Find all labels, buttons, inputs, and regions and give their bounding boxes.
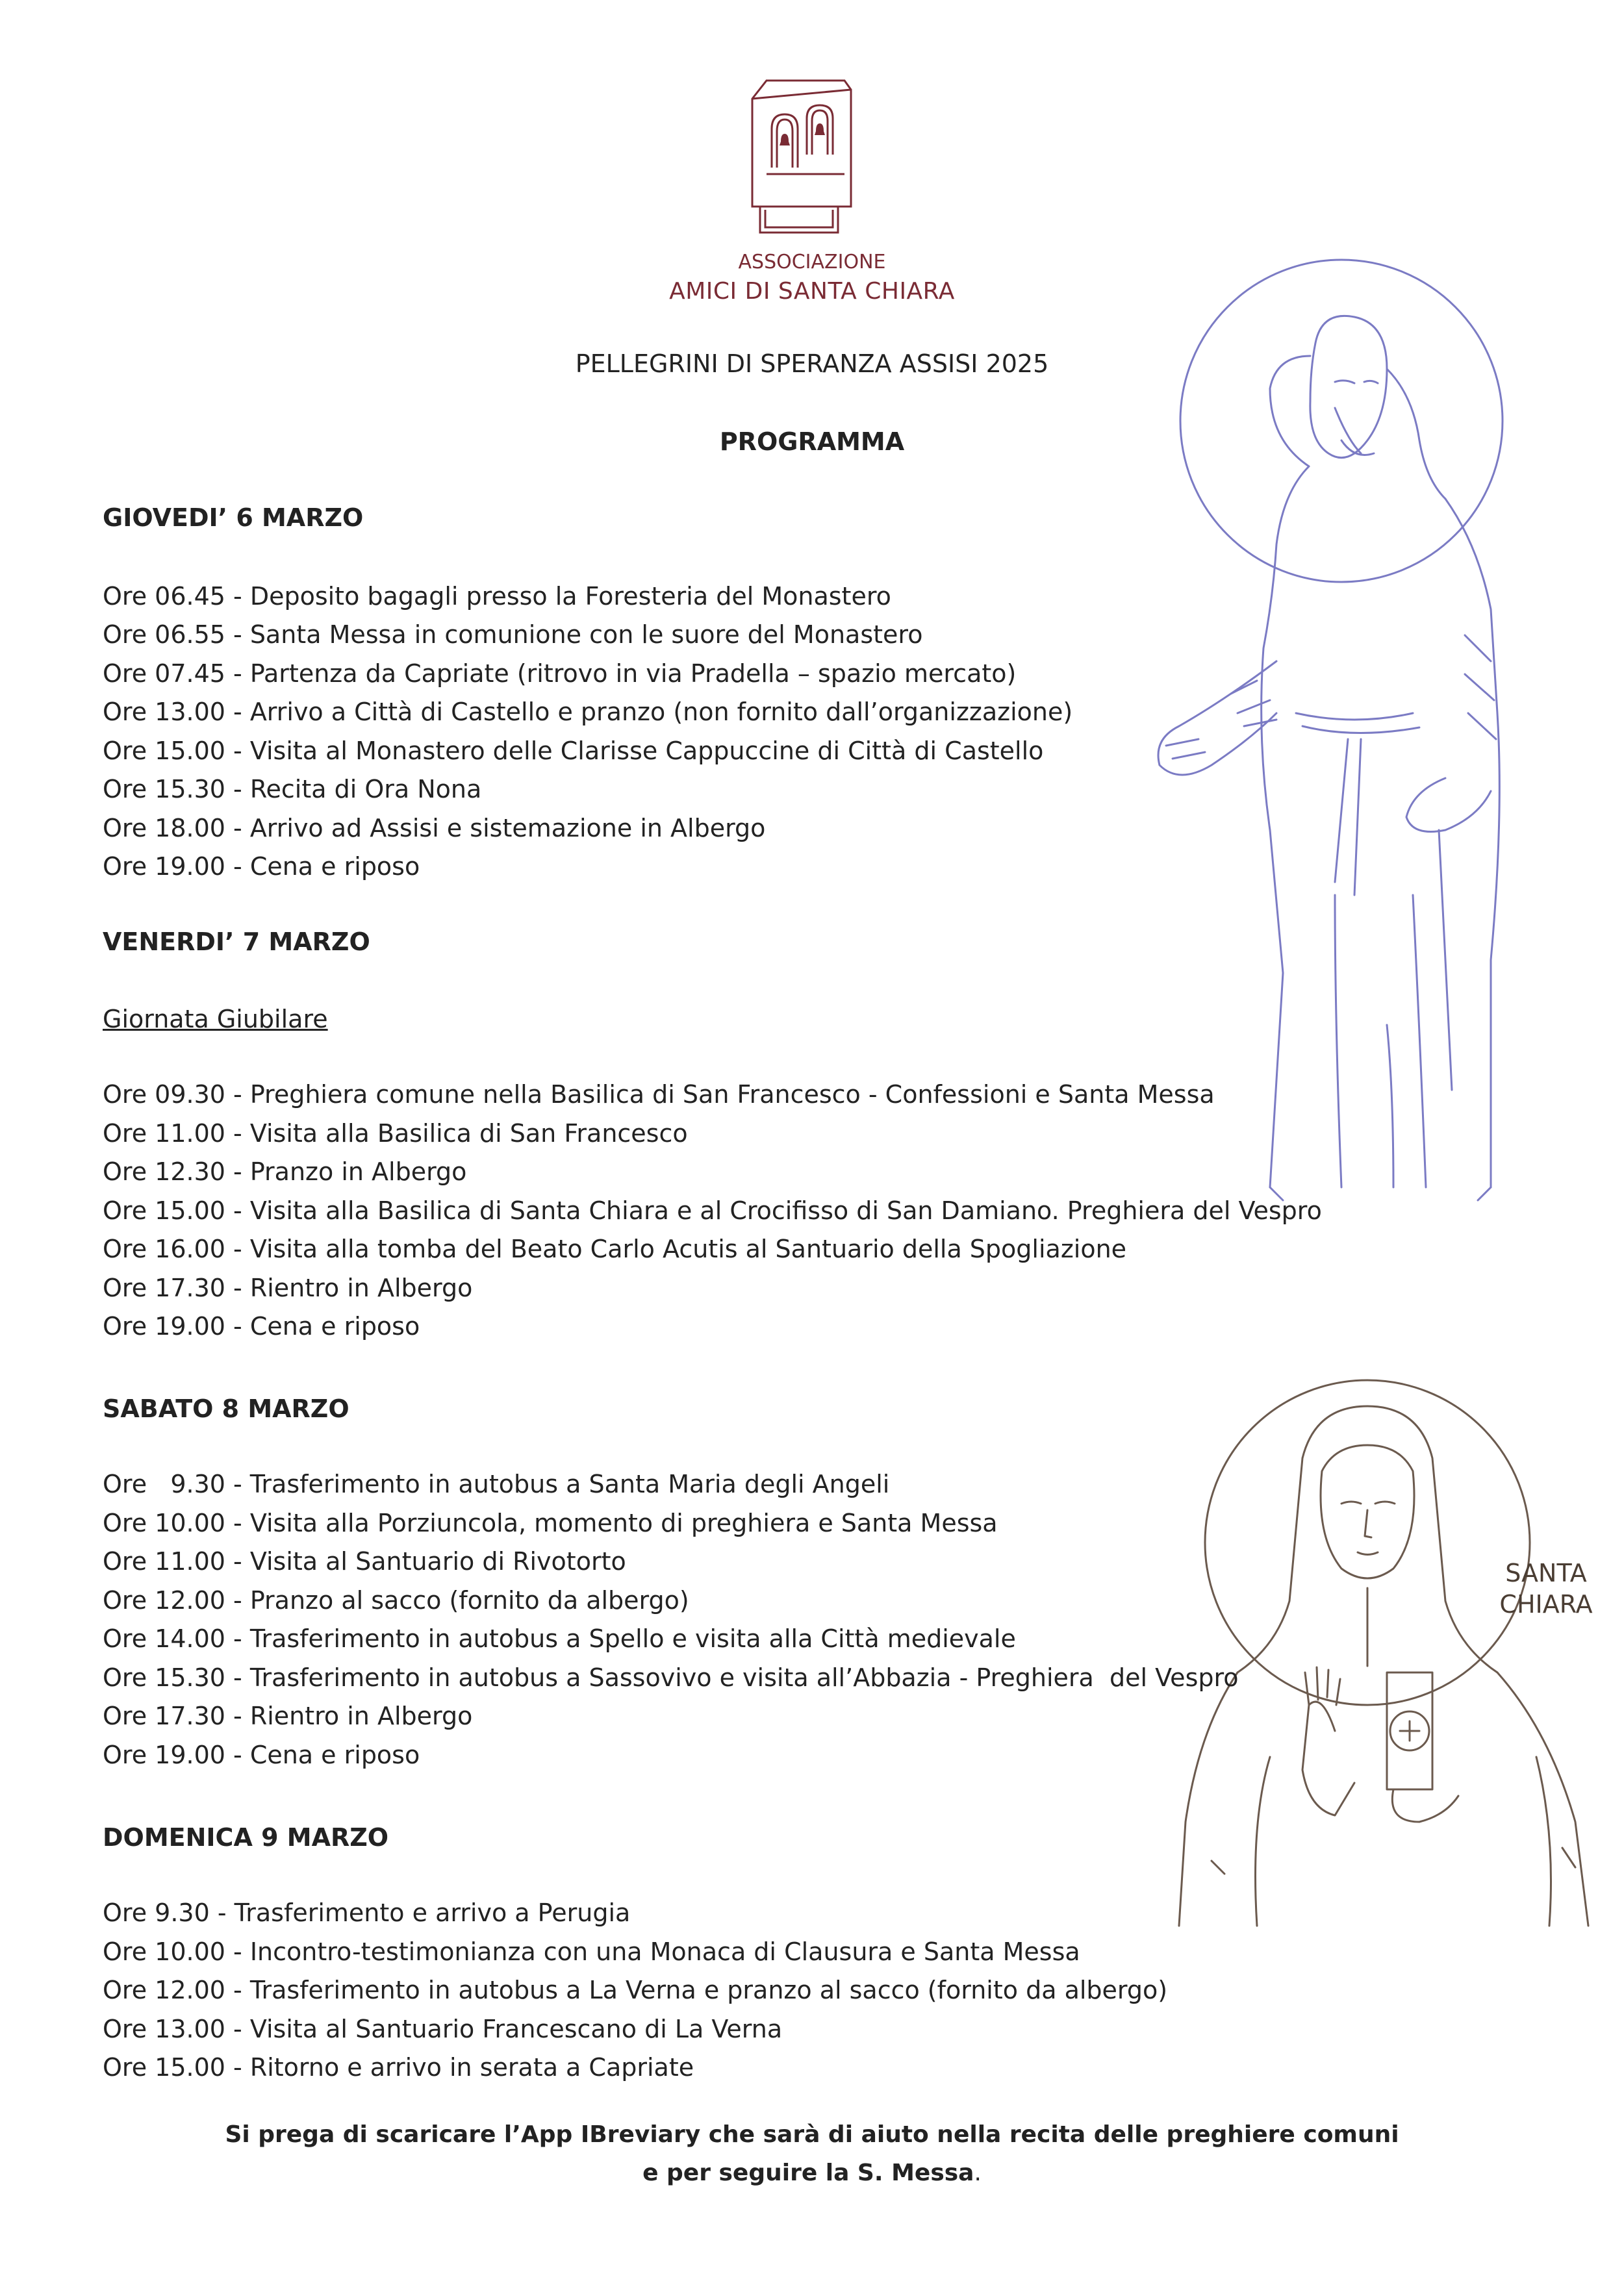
schedule-item: Ore 11.00 - Visita alla Basilica di San Francesco xyxy=(103,1119,688,1148)
schedule-item: Ore 9.30 - Trasferimento e arrivo a Perugia xyxy=(103,1899,631,1927)
schedule-item: Ore 07.45 - Partenza da Capriate (ritrovo in via Pradella – spazio mercato) xyxy=(103,659,1017,688)
schedule-item: Ore 13.00 - Arrivo a Città di Castello e pranzo (non fornito dall’organizzazione) xyxy=(103,698,1073,726)
saint-clare-illustration xyxy=(1173,1367,1621,1939)
schedule-item: Ore 19.00 - Cena e riposo xyxy=(103,852,420,881)
association-label: ASSOCIAZIONE xyxy=(738,251,886,273)
day-heading: VENERDI’ 7 MARZO xyxy=(103,927,370,956)
day-heading: GIOVEDI’ 6 MARZO xyxy=(103,503,364,532)
clare-caption-2: CHIARA xyxy=(1499,1590,1593,1619)
schedule-item: Ore 15.00 - Visita alla Basilica di Santa Chiara e al Crocifisso di San Damiano. Preghiera del Vespro xyxy=(103,1196,1322,1225)
schedule-item: Ore 06.45 - Deposito bagagli presso la Foresteria del Monastero xyxy=(103,582,891,611)
schedule-item: Ore 15.00 - Ritorno e arrivo in serata a Capriate xyxy=(103,2053,694,2082)
schedule-item: Ore 15.00 - Visita al Monastero delle Clarisse Cappuccine di Città di Castello xyxy=(103,737,1044,765)
program-heading: PROGRAMMA xyxy=(719,427,905,456)
schedule-item: Ore 06.55 - Santa Messa in comunione con le suore del Monastero xyxy=(103,620,923,649)
schedule-item: Ore 16.00 - Visita alla tomba del Beato Carlo Acutis al Santuario della Spogliazione xyxy=(103,1235,1127,1263)
schedule-item: Ore 9.30 - Trasferimento in autobus a Santa Maria degli Angeli xyxy=(103,1470,890,1498)
schedule-item: Ore 09.30 - Preghiera comune nella Basilica di San Francesco - Confessioni e Santa Messa xyxy=(103,1080,1215,1109)
day-subheading: Giornata Giubilare xyxy=(103,1005,328,1033)
schedule-item: Ore 17.30 - Rientro in Albergo xyxy=(103,1274,473,1302)
schedule-item: Ore 12.00 - Pranzo al sacco (fornito da albergo) xyxy=(103,1586,689,1615)
schedule-item: Ore 12.30 - Pranzo in Albergo xyxy=(103,1157,467,1186)
clare-caption-1: SANTA xyxy=(1505,1559,1587,1587)
schedule-item: Ore 12.00 - Trasferimento in autobus a La Verna e pranzo al sacco (fornito da albergo) xyxy=(103,1976,1168,2004)
schedule-item: Ore 19.00 - Cena e riposo xyxy=(103,1312,420,1341)
footer-note-line2 xyxy=(0,2160,1624,2186)
schedule-item: Ore 14.00 - Trasferimento in autobus a Spello e visita alla Città medievale xyxy=(103,1624,1016,1653)
schedule-item: Ore 18.00 - Arrivo ad Assisi e sistemazione in Albergo xyxy=(103,814,766,842)
association-logo xyxy=(747,77,856,242)
schedule-item: Ore 10.00 - Incontro-testimonianza con una Monaca di Clausura e Santa Messa xyxy=(103,1937,1080,1966)
schedule-item: Ore 19.00 - Cena e riposo xyxy=(103,1741,420,1769)
schedule-item: Ore 13.00 - Visita al Santuario Francescano di La Verna xyxy=(103,2015,783,2043)
schedule-item: Ore 11.00 - Visita al Santuario di Rivotorto xyxy=(103,1547,626,1576)
association-name: AMICI DI SANTA CHIARA xyxy=(669,278,955,305)
schedule-item: Ore 15.30 - Recita di Ora Nona xyxy=(103,775,482,803)
schedule-item: Ore 15.30 - Trasferimento in autobus a Sassovivo e visita all’Abbazia - Preghiera del Vespro xyxy=(103,1663,1239,1692)
footer-note-line2-end: . xyxy=(974,2160,982,2186)
day-heading: SABATO 8 MARZO xyxy=(103,1394,349,1423)
schedule-item: Ore 17.30 - Rientro in Albergo xyxy=(103,1702,473,1730)
document-title: PELLEGRINI DI SPERANZA ASSISI 2025 xyxy=(575,349,1049,378)
footer-note-line1: Si prega di scaricare l’App IBreviary che sarà di aiuto nella recita delle preghiere comuni xyxy=(225,2121,1399,2148)
footer-note-line2-text: e per seguire la S. Messa xyxy=(642,2160,974,2186)
day-heading: DOMENICA 9 MARZO xyxy=(103,1823,389,1852)
schedule-item: Ore 10.00 - Visita alla Porziuncola, momento di preghiera e Santa Messa xyxy=(103,1509,998,1537)
